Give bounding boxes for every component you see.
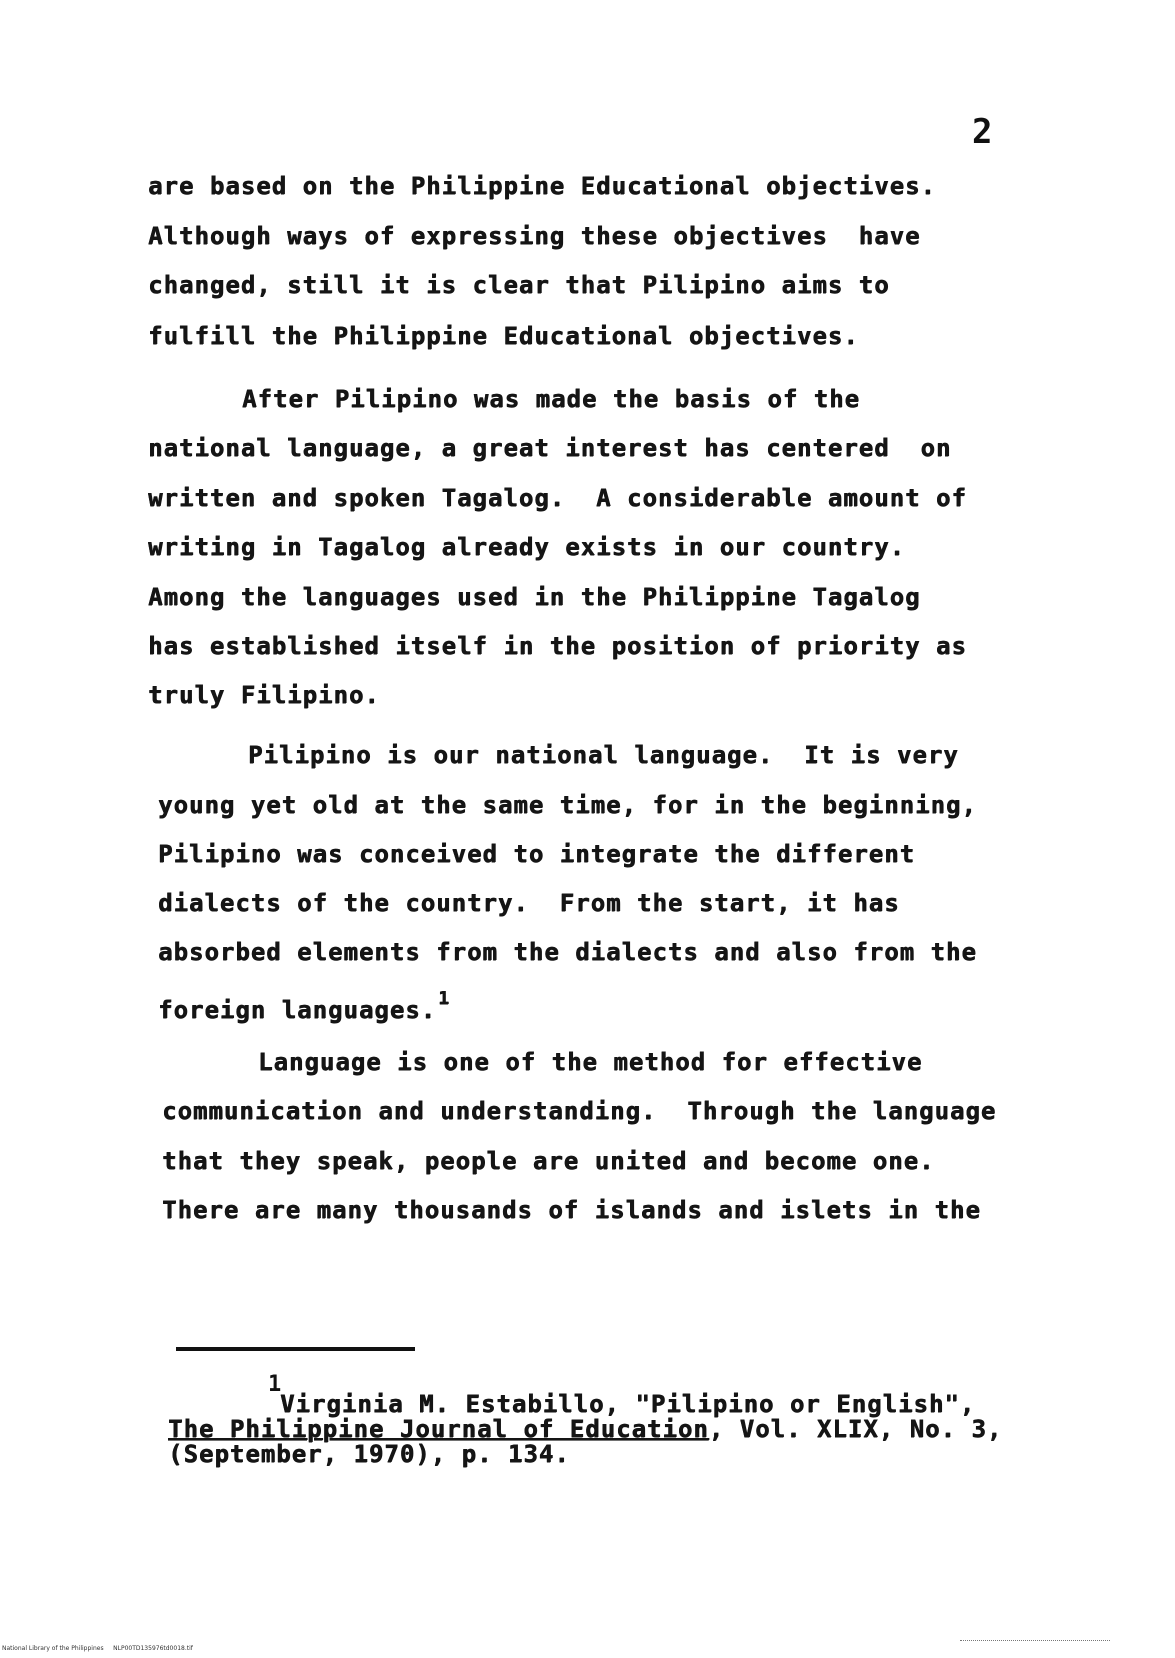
text-line: Among the languages used in the Philippine Tagalog [148, 583, 921, 611]
text-line: changed, still it is clear that Pilipino aims to [148, 271, 890, 299]
scan-noise-divider [960, 1640, 1110, 1642]
text-line: has established itself in the position of priority as [148, 632, 967, 660]
file-name: NLP00TD135976td0018.tif [113, 1645, 193, 1652]
text-line: There are many thousands of islands and islets in the [162, 1196, 981, 1224]
text-line: young yet old at the same time, for in the beginning, [158, 791, 977, 819]
library-name: National Library of the Philippines [2, 1645, 104, 1652]
text-line: Pilipino is our national language. It is very [248, 741, 959, 769]
journal-title: The Philippine Journal of Education [168, 1415, 709, 1443]
text-line [158, 988, 450, 1024]
text-line: national language, a great interest has centered on [148, 434, 952, 462]
text-line: that they speak, people are united and become one. [162, 1147, 935, 1175]
footnote-line [168, 1415, 1002, 1443]
text-line: truly Filipino. [148, 681, 380, 709]
footnote-line-rest: , Vol. XLIX, No. 3, [708, 1415, 1003, 1443]
footnote-rule [176, 1347, 415, 1351]
page-number: 2 [972, 112, 993, 152]
footnote-line: Virginia M. Estabillo, "Pilipino or English", [280, 1390, 976, 1418]
text-line: Pilipino was conceived to integrate the different [158, 840, 916, 868]
footnote-line: (September, 1970), p. 134. [168, 1440, 570, 1468]
text-line: Although ways of expressing these objectives have [148, 222, 921, 250]
text-line: fulfill the Philippine Educational objectives. [148, 322, 859, 350]
text-line: Language is one of the method for effective [258, 1048, 923, 1076]
text-line: written and spoken Tagalog. A considerable amount of [148, 484, 967, 512]
text-line: dialects of the country. From the start, it has [158, 889, 900, 917]
text-line: communication and understanding. Through the language [162, 1097, 997, 1125]
text-line: are based on the Philippine Educational objectives. [148, 172, 936, 200]
scan-credit [2, 1645, 193, 1652]
text-line: After Pilipino was made the basis of the [242, 385, 860, 413]
text-line-content: foreign languages. [158, 996, 437, 1024]
footnote-reference: 1 [438, 988, 450, 1009]
text-line: absorbed elements from the dialects and also from the [158, 938, 977, 966]
text-line: writing in Tagalog already exists in our country. [148, 533, 906, 561]
footnote-marker: 1 [268, 1372, 282, 1397]
